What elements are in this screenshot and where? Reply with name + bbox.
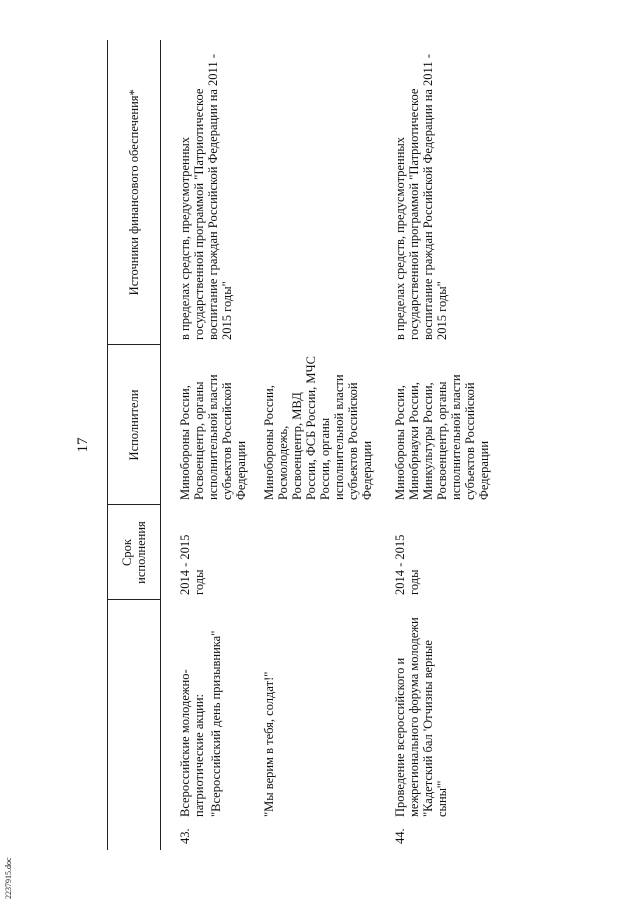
action-line: Всероссийские молодежно-патриотические акции: xyxy=(177,669,206,817)
header-deadline: Срок исполнения xyxy=(108,505,161,600)
header-funding: Источники финансового обеспечения* xyxy=(108,40,161,345)
sub-action-cell: "Мы верим в тебя, солдат!" xyxy=(261,671,276,817)
header-executors: Исполнители xyxy=(108,345,161,505)
action-line: "Всероссийский день призывника" xyxy=(208,630,223,817)
funding-cell: в пределах средств, предусмотренных государственной программой "Патриотическое воспитание граждан Российской Федерации на 2011 - 2015 годы" xyxy=(177,54,234,340)
funding-cell: в пределах средств, предусмотренных государственной программой "Патриотическое воспитание граждан Российской Федерации на 2011 - 2015 годы" xyxy=(392,54,449,340)
deadline-cell: 2014 - 2015 годы xyxy=(177,534,206,595)
header-num xyxy=(108,822,161,850)
action-cell xyxy=(391,600,493,822)
action-line: Проведение всероссийского и межрегионального форума молодежи "Кадетский бал 'Отчизны верные сыны'" xyxy=(392,617,449,817)
action-cell xyxy=(176,600,250,822)
row-number: 44. xyxy=(392,828,407,844)
footer-code xyxy=(3,851,16,901)
row-number: 43. xyxy=(177,828,192,844)
table-row xyxy=(391,40,493,850)
deadline-cell: 2014 - 2015 годы xyxy=(392,534,421,595)
executors-cell: Минобороны России, Минобрнауки России, Минкультуры России, Росвоенцентр, органы исполнительной власти субъектов Российской Федерации xyxy=(392,374,491,500)
sub-executors-cell: Минобороны России, Росмолодежь, Росвоенцентр, МВД России, ФСБ России, МЧС России, органы исполнительной власти субъектов Российской Федерации xyxy=(261,356,374,500)
table-row xyxy=(250,40,376,850)
executors-cell: Минобороны России, Росвоенцентр, органы исполнительной власти субъектов Российской Федерации xyxy=(177,374,248,500)
page-number: 17 xyxy=(75,437,91,453)
measures-table xyxy=(64,40,493,850)
table-row xyxy=(176,40,250,850)
header-action xyxy=(108,600,161,822)
table-header-row xyxy=(108,40,161,850)
footer-code-text: 2237915.doc xyxy=(4,857,13,899)
rotated-table-block xyxy=(64,40,584,850)
